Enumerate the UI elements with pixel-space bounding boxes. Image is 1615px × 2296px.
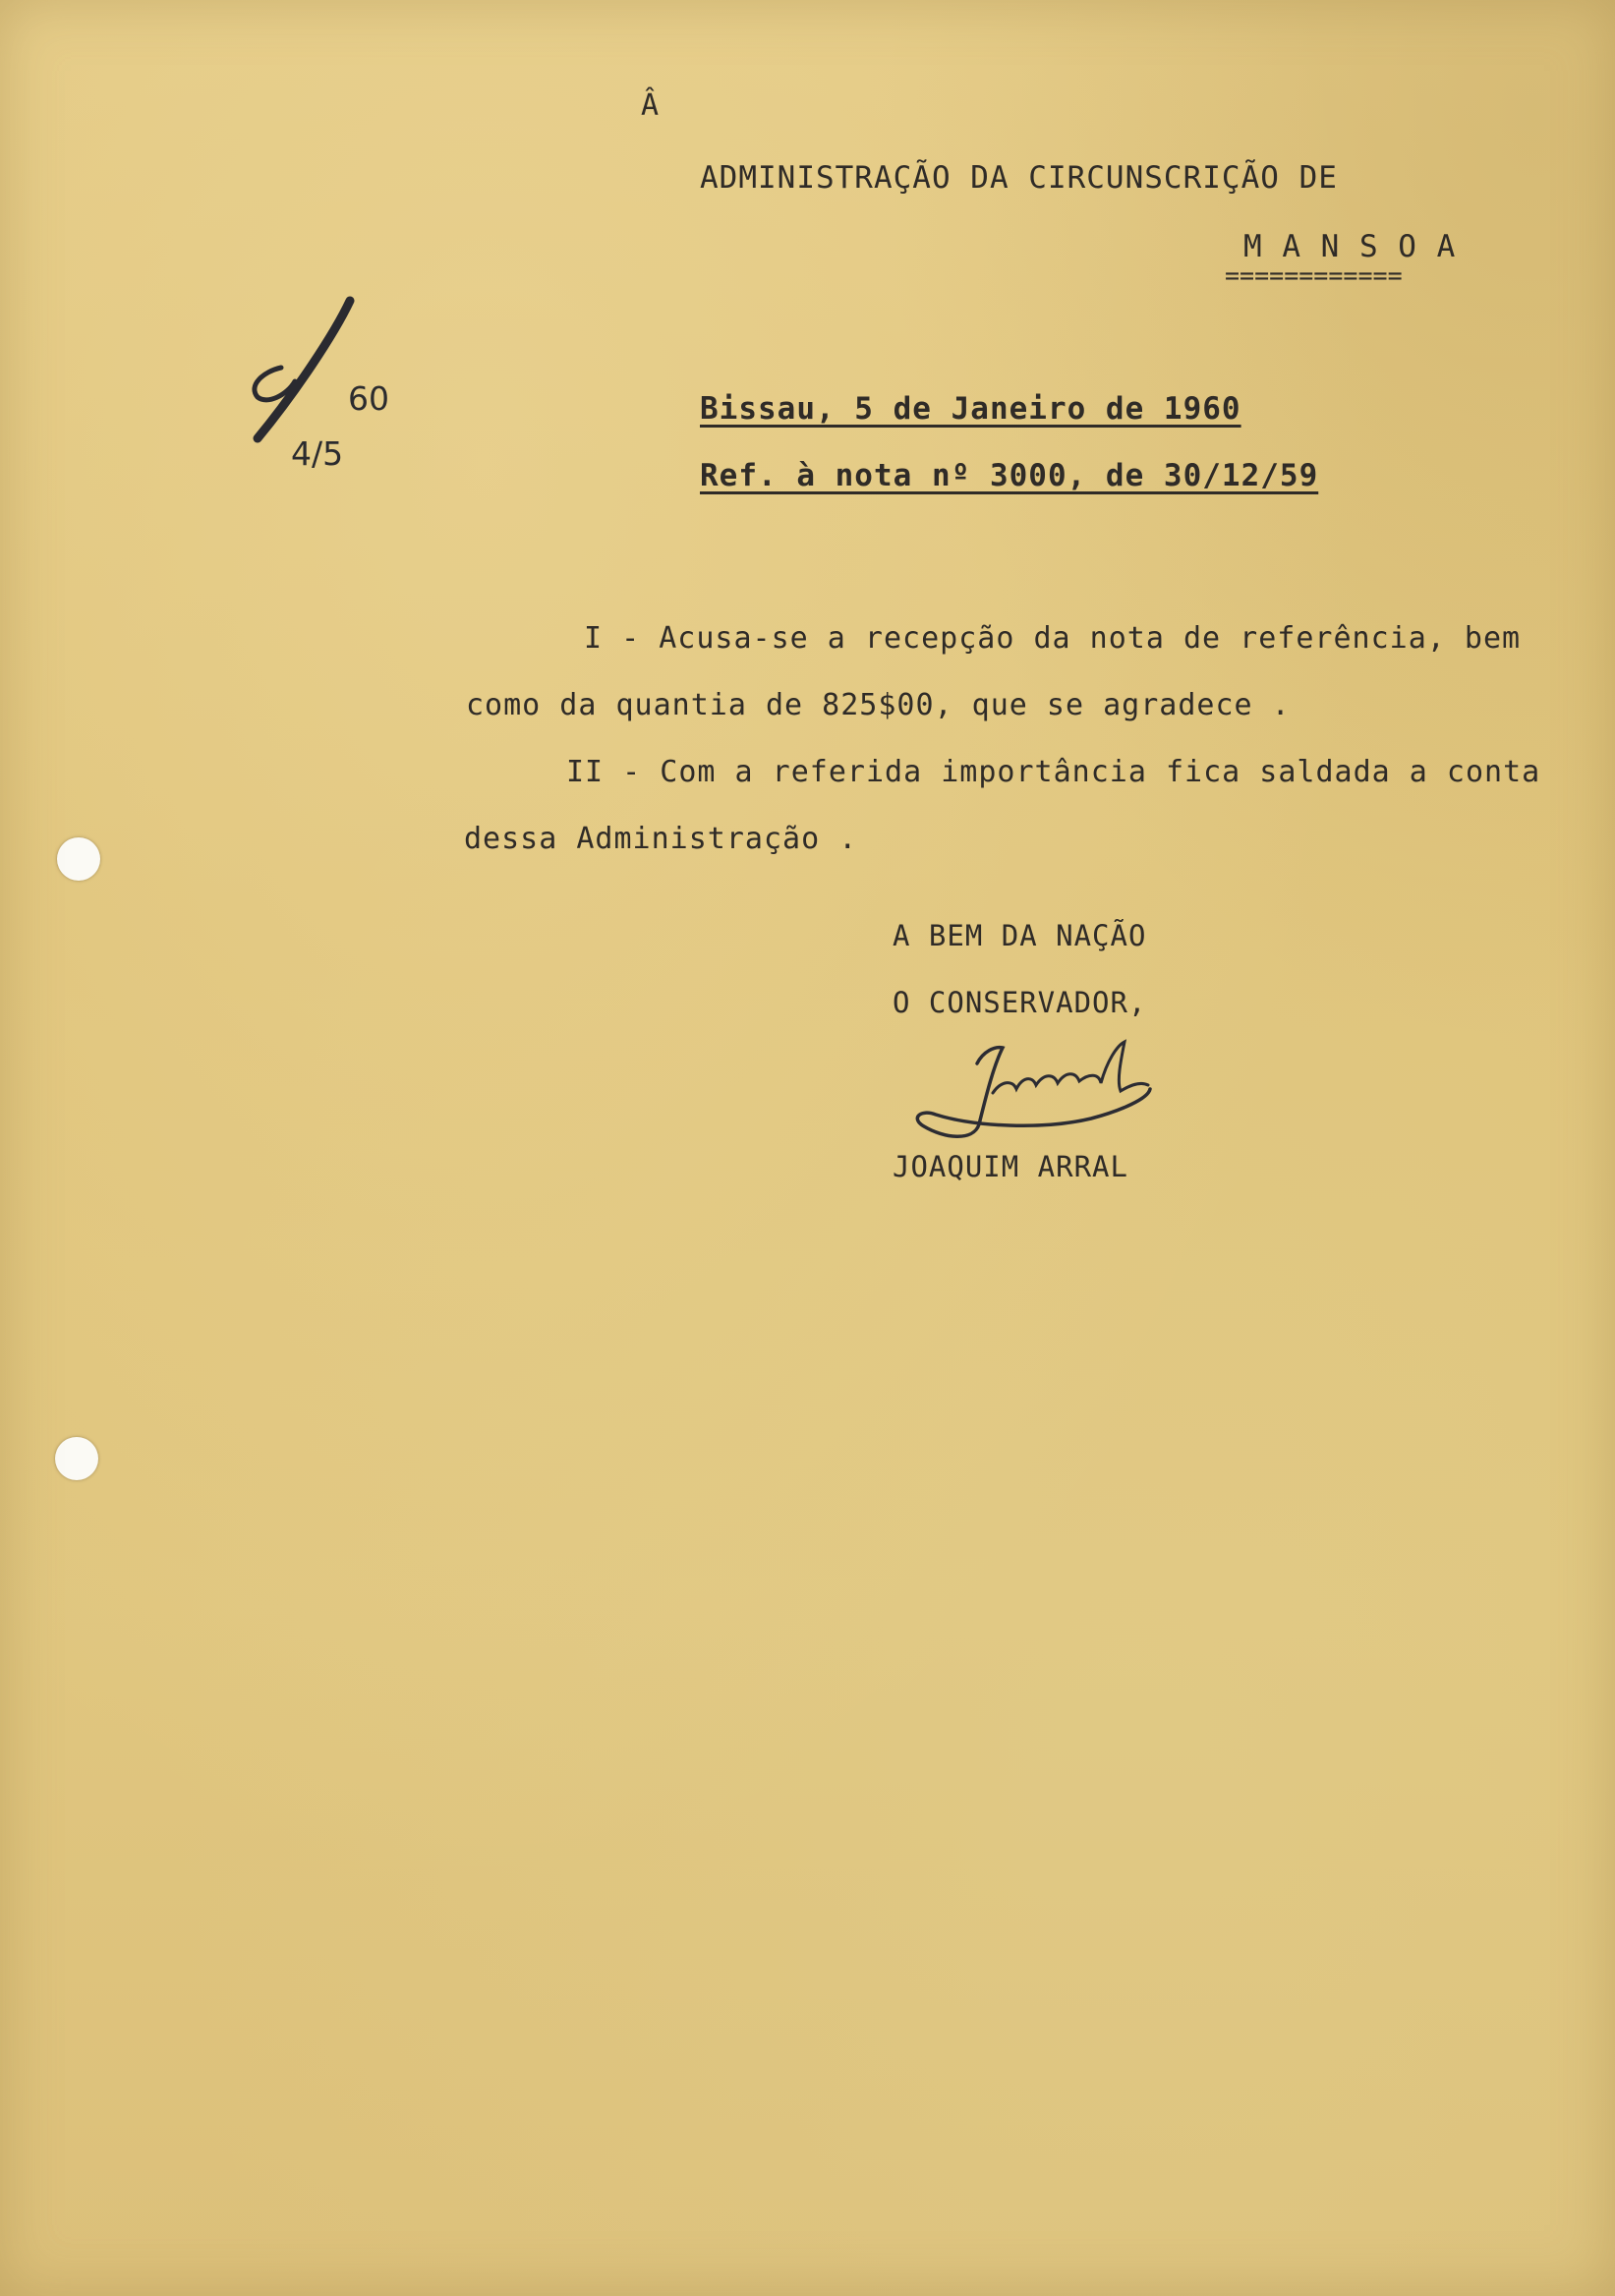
body-para1-line2: como da quantia de 825$00, que se agradece . (466, 688, 1291, 722)
closing-role: O CONSERVADOR, (893, 986, 1147, 1019)
body-para2-line2: dessa Administração . (464, 822, 858, 856)
signatory-name: JOAQUIM ARRAL (893, 1150, 1128, 1183)
margin-note-fraction: 4/5 (291, 434, 344, 473)
corner-mark: Â (641, 88, 661, 123)
closing-motto: A BEM DA NAÇÃO (893, 919, 1147, 952)
header-line-1: ADMINISTRAÇÃO DA CIRCUNSCRIÇÃO DE (700, 160, 1338, 196)
body-para2-line1: II - Com a referida importância fica saldada a conta (566, 755, 1541, 789)
reference-line: Ref. à nota nº 3000, de 30/12/59 (700, 458, 1319, 493)
header-underline: ============ (1225, 261, 1403, 290)
header-line-2: M A N S O A (1243, 229, 1457, 264)
body-para1-line1: I - Acusa-se a recepção da nota de referência, bem (584, 621, 1522, 656)
punch-hole-bottom (55, 1437, 98, 1480)
place-date: Bissau, 5 de Janeiro de 1960 (700, 391, 1241, 427)
margin-note-number: 60 (348, 379, 389, 418)
